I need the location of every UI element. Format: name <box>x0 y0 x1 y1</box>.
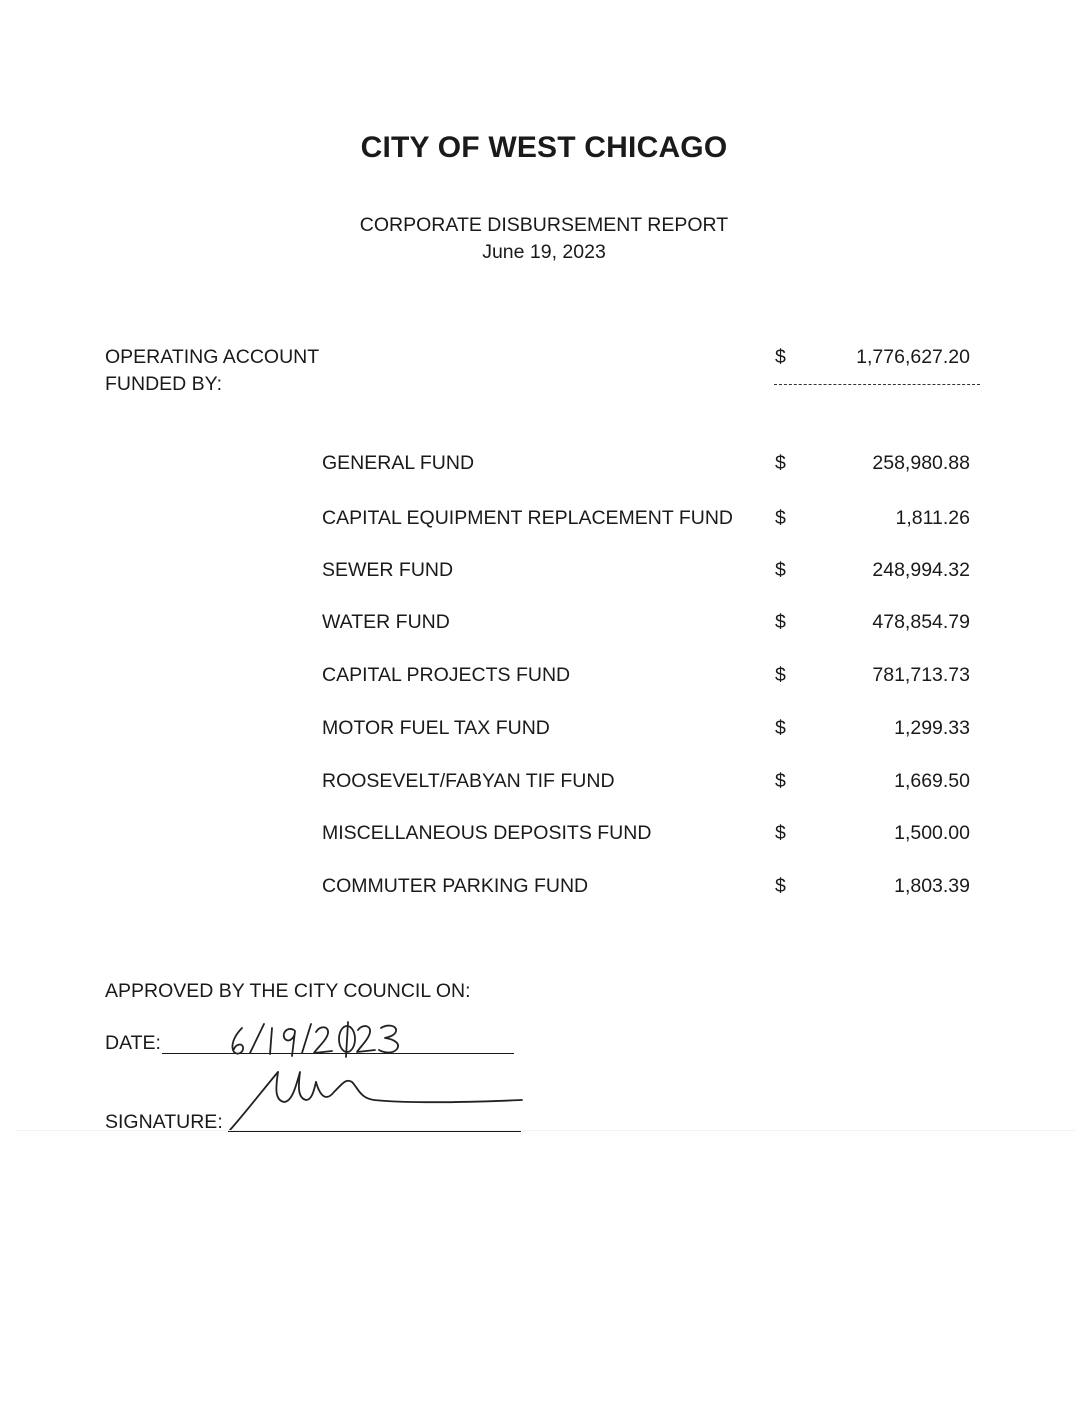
fund-amount: 248,994.32 <box>872 559 970 581</box>
fund-name: CAPITAL EQUIPMENT REPLACEMENT FUND <box>322 507 734 529</box>
date-label: DATE: <box>105 1032 161 1054</box>
fund-name: COMMUTER PARKING FUND <box>322 875 589 897</box>
fund-amount: 781,713.73 <box>872 664 970 686</box>
signature-label: SIGNATURE: <box>105 1111 223 1133</box>
fund-name: MISCELLANEOUS DEPOSITS FUND <box>322 822 652 844</box>
fund-amount: 1,669.50 <box>894 770 970 792</box>
fund-row-capital-equipment <box>0 507 1088 533</box>
handwritten-date <box>225 1016 425 1060</box>
total-dashed-rule <box>774 384 980 385</box>
operating-currency: $ <box>775 346 786 368</box>
scan-artifact-line <box>15 1130 1075 1131</box>
fund-currency: $ <box>775 717 786 739</box>
funded-by-label: FUNDED BY: <box>105 373 223 395</box>
fund-row-motor-fuel-tax <box>0 717 1088 743</box>
fund-row-commuter-parking <box>0 875 1088 901</box>
fund-currency: $ <box>775 452 786 474</box>
fund-currency: $ <box>775 559 786 581</box>
fund-currency: $ <box>775 770 786 792</box>
fund-amount: 258,980.88 <box>872 452 970 474</box>
document-title: CITY OF WEST CHICAGO <box>360 131 728 164</box>
fund-row-water <box>0 611 1088 637</box>
fund-currency: $ <box>775 507 786 529</box>
fund-amount: 1,500.00 <box>894 822 970 844</box>
fund-name: ROOSEVELT/FABYAN TIF FUND <box>322 770 615 792</box>
fund-amount: 1,811.26 <box>895 507 970 529</box>
fund-row-miscellaneous-deposits <box>0 822 1088 848</box>
report-date: June 19, 2023 <box>482 241 606 263</box>
fund-currency: $ <box>775 822 786 844</box>
fund-row-capital-projects <box>0 664 1088 690</box>
fund-amount: 1,299.33 <box>894 717 970 739</box>
fund-name: WATER FUND <box>322 611 450 633</box>
fund-row-sewer <box>0 559 1088 585</box>
fund-name: SEWER FUND <box>322 559 454 581</box>
fund-amount: 1,803.39 <box>894 875 970 897</box>
operating-account-label: OPERATING ACCOUNT <box>105 346 320 368</box>
fund-currency: $ <box>775 875 786 897</box>
fund-currency: $ <box>775 611 786 633</box>
fund-row-roosevelt-fabyan-tif <box>0 770 1088 796</box>
fund-currency: $ <box>775 664 786 686</box>
fund-row-general <box>0 452 1088 478</box>
fund-amount: 478,854.79 <box>872 611 970 633</box>
fund-name: GENERAL FUND <box>322 452 475 474</box>
approval-heading: APPROVED BY THE CITY COUNCIL ON: <box>105 980 471 1002</box>
operating-amount: 1,776,627.20 <box>856 346 970 368</box>
handwritten-signature <box>226 1062 526 1134</box>
report-subtitle: CORPORATE DISBURSEMENT REPORT <box>359 214 729 236</box>
fund-name: MOTOR FUEL TAX FUND <box>322 717 550 739</box>
fund-name: CAPITAL PROJECTS FUND <box>322 664 571 686</box>
